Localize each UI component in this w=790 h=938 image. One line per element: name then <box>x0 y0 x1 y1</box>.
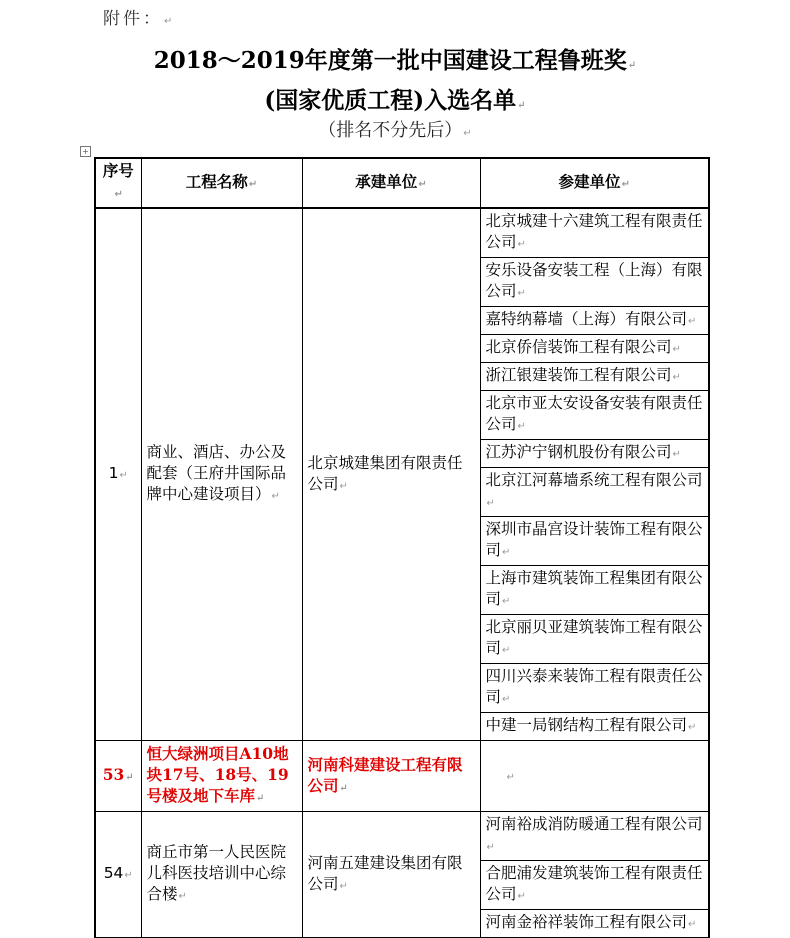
attachment-label: 附件： ↵ <box>103 4 175 29</box>
row-number: 54 ↵ <box>95 812 141 938</box>
contractor-name: 河南科建建设工程有限公司 ↵ <box>302 741 480 812</box>
participant-name: 上海市建筑装饰工程集团有限公司 ↵ <box>480 566 709 615</box>
project-name: 商丘市第一人民医院儿科医技培训中心综合楼 ↵ <box>141 812 302 938</box>
participant-name: 江苏沪宁钢机股份有限公司 ↵ <box>480 440 709 468</box>
document-title-line2: (国家优质工程)入选名单 ↵ <box>0 82 790 115</box>
header-no: 序号 ↵ <box>95 158 141 208</box>
document-subtitle: （排名不分先后） ↵ <box>0 116 790 142</box>
participant-name: 嘉特纳幕墙（上海）有限公司 ↵ <box>480 307 709 335</box>
participant-name: 四川兴泰来装饰工程有限责任公司 ↵ <box>480 664 709 713</box>
contractor-name: 河南五建建设集团有限公司 ↵ <box>302 812 480 938</box>
table-row <box>95 741 709 812</box>
table-header-row <box>95 158 709 208</box>
table-row <box>95 812 709 861</box>
participant-name: 安乐设备安装工程（上海）有限公司 ↵ <box>480 258 709 307</box>
participant-name: 北京江河幕墙系统工程有限公司 ↵ <box>480 468 709 517</box>
table-row <box>95 208 709 258</box>
header-project: 工程名称 ↵ <box>141 158 302 208</box>
header-participants: 参建单位 ↵ <box>480 158 709 208</box>
participant-name: 北京丽贝亚建筑装饰工程有限公司 ↵ <box>480 615 709 664</box>
participant-name: 北京侨信装饰工程有限公司 ↵ <box>480 335 709 363</box>
row-number: 53 ↵ <box>95 741 141 812</box>
participant-name: 北京城建十六建筑工程有限责任公司 ↵ <box>480 208 709 258</box>
project-name: 恒大绿洲项目A10地块17号、18号、19号楼及地下车库 ↵ <box>141 741 302 812</box>
participant-name <box>480 741 709 812</box>
project-name: 商业、酒店、办公及配套（王府井国际品牌中心建设项目） ↵ <box>141 208 302 741</box>
participant-name: 浙江银建装饰工程有限公司 ↵ <box>480 363 709 391</box>
table-move-handle-icon[interactable]: + <box>80 146 91 157</box>
row-number: 1 ↵ <box>95 208 141 741</box>
participant-name: 中建一局钢结构工程有限公司 ↵ <box>480 713 709 741</box>
contractor-name: 北京城建集团有限责任公司 ↵ <box>302 208 480 741</box>
document-title: 2018～2019年度第一批中国建设工程鲁班奖 ↵ <box>0 42 790 75</box>
participant-name: 河南裕成消防暖通工程有限公司 ↵ <box>480 812 709 861</box>
participant-name: 北京市亚太安设备安装有限责任公司 ↵ <box>480 391 709 440</box>
header-contractor: 承建单位 ↵ <box>302 158 480 208</box>
participant-name: 合肥浦发建筑装饰工程有限责任公司 ↵ <box>480 861 709 910</box>
participant-name: 深圳市晶宫设计装饰工程有限公司 ↵ <box>480 517 709 566</box>
participant-name: 河南金裕祥装饰工程有限公司 ↵ <box>480 910 709 938</box>
